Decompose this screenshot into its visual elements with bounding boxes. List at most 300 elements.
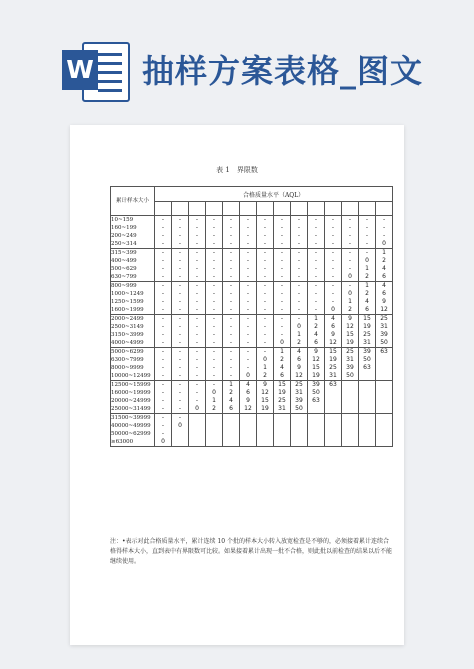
limit-number: 39 — [312, 381, 320, 388]
limit-number: - — [195, 323, 199, 330]
limit-number: - — [263, 257, 267, 264]
limit-number: 9 — [382, 298, 386, 305]
limit-number: - — [178, 282, 182, 289]
limit-number-cell — [223, 249, 240, 282]
limit-number: - — [348, 216, 352, 223]
limit-number: - — [195, 224, 199, 231]
cumulative-sample-size-header: 累计样本大小 — [111, 187, 155, 216]
limit-number: - — [229, 249, 233, 256]
limit-number: 9 — [246, 397, 250, 404]
limit-number-cell — [274, 315, 291, 348]
limit-number: - — [212, 364, 216, 371]
limit-number: - — [314, 282, 318, 289]
limit-number — [376, 364, 392, 372]
limit-number: - — [297, 232, 301, 239]
limit-number-cell — [155, 216, 172, 249]
limit-number: - — [365, 224, 369, 231]
limit-number: - — [229, 282, 233, 289]
limit-number — [206, 438, 222, 446]
limit-number-cell — [291, 315, 308, 348]
limit-number: - — [280, 331, 284, 338]
limit-number — [342, 405, 358, 413]
limit-number: 4 — [365, 298, 369, 305]
limit-number: 19 — [261, 405, 269, 412]
limit-number: - — [229, 315, 233, 322]
limit-number — [291, 430, 307, 438]
limit-number — [223, 422, 239, 430]
limit-number — [342, 414, 358, 422]
limit-number: 50 — [363, 356, 371, 363]
limit-number: - — [212, 257, 216, 264]
limit-number: - — [195, 216, 199, 223]
limit-number: - — [263, 339, 267, 346]
limit-number-cell — [172, 348, 189, 381]
limit-number — [325, 422, 341, 430]
limit-number: - — [212, 356, 216, 363]
limit-number: - — [195, 339, 199, 346]
limit-number: - — [195, 232, 199, 239]
limit-number: - — [246, 306, 250, 313]
limit-number-cell — [240, 381, 257, 414]
limit-number: - — [178, 397, 182, 404]
limit-number: - — [178, 331, 182, 338]
sample-size-range: 1250~1599 — [111, 299, 144, 305]
limit-number — [342, 381, 358, 389]
limit-number: 9 — [331, 331, 335, 338]
sample-size-range-cell — [111, 315, 155, 348]
limit-number-cell — [291, 249, 308, 282]
limit-number — [376, 381, 392, 389]
limit-number: - — [161, 356, 165, 363]
limit-number: 6 — [297, 356, 301, 363]
limit-number: - — [178, 323, 182, 330]
limit-number: 1 — [212, 397, 216, 404]
limit-number-cell — [376, 381, 393, 414]
limit-number: 0 — [280, 339, 284, 346]
limit-number: 4 — [280, 364, 284, 371]
limit-number: 25 — [380, 315, 388, 322]
limit-number: 39 — [380, 331, 388, 338]
limit-number: - — [382, 224, 386, 231]
limit-number: - — [280, 216, 284, 223]
limit-number-cell — [308, 216, 325, 249]
limit-number: - — [263, 331, 267, 338]
limit-number: - — [178, 356, 182, 363]
limit-number — [257, 438, 273, 446]
limit-number: - — [229, 306, 233, 313]
limit-number: - — [246, 224, 250, 231]
page-title: 抽样方案表格_图文 — [142, 52, 424, 90]
limit-number-cell — [359, 315, 376, 348]
limit-number-cell — [223, 381, 240, 414]
limit-number — [257, 422, 273, 430]
limit-number-cell — [376, 282, 393, 315]
sample-size-range: 2000~2499 — [111, 316, 144, 322]
limit-number-cell — [308, 348, 325, 381]
limit-number: 25 — [329, 364, 337, 371]
limit-number-cell — [342, 282, 359, 315]
limit-number — [376, 356, 392, 364]
limit-number: - — [212, 331, 216, 338]
limit-number: - — [331, 216, 335, 223]
limit-number: - — [161, 331, 165, 338]
limit-number: - — [297, 224, 301, 231]
limit-number: - — [161, 265, 165, 272]
limit-number: - — [161, 364, 165, 371]
limit-number: 12 — [261, 389, 269, 396]
limit-number-cell — [189, 249, 206, 282]
limit-number: 2 — [212, 405, 216, 412]
limit-number: 1 — [314, 315, 318, 322]
limit-number-cell — [172, 216, 189, 249]
limit-number — [240, 422, 256, 430]
limit-number: - — [178, 265, 182, 272]
limit-number: - — [382, 216, 386, 223]
limit-number-cell — [257, 381, 274, 414]
limit-number: - — [178, 306, 182, 313]
table-row — [111, 414, 393, 447]
limit-number — [325, 405, 341, 413]
limit-number: - — [229, 348, 233, 355]
limit-number: - — [331, 298, 335, 305]
limit-number-cell — [189, 315, 206, 348]
limit-number: 63 — [312, 397, 320, 404]
limit-number: - — [212, 372, 216, 379]
limit-number: 50 — [346, 372, 354, 379]
limit-number: - — [246, 339, 250, 346]
limit-number: 4 — [297, 348, 301, 355]
limit-number-cell — [172, 315, 189, 348]
sample-size-range: 5000~6299 — [111, 349, 144, 355]
sample-size-range: 31500~39999 — [111, 415, 151, 421]
limit-number: - — [263, 249, 267, 256]
limit-number: - — [195, 265, 199, 272]
limit-number-cell — [325, 348, 342, 381]
limit-number: - — [161, 298, 165, 305]
limit-number: - — [161, 306, 165, 313]
word-letter: W — [62, 50, 98, 90]
sample-size-range: 800~999 — [111, 283, 137, 289]
limit-number: 2 — [365, 273, 369, 280]
limit-number: - — [161, 422, 165, 429]
limit-number: - — [263, 290, 267, 297]
limit-number: 15 — [329, 348, 337, 355]
limit-number: - — [161, 290, 165, 297]
limit-number: - — [246, 240, 250, 247]
limit-number-cell — [359, 381, 376, 414]
limit-number: 1 — [382, 249, 386, 256]
limit-number — [274, 414, 290, 422]
limit-number: - — [195, 348, 199, 355]
limit-number: - — [229, 323, 233, 330]
limit-number: 50 — [312, 389, 320, 396]
aql-column-cell — [240, 202, 257, 216]
limit-number — [240, 438, 256, 446]
limit-number-cell — [359, 282, 376, 315]
limit-number: - — [331, 282, 335, 289]
limit-number-cell — [291, 216, 308, 249]
table-header-row — [111, 187, 393, 202]
limit-number: - — [297, 306, 301, 313]
limit-number: - — [280, 224, 284, 231]
limit-number: 31 — [346, 356, 354, 363]
limit-number: 6 — [331, 323, 335, 330]
limit-number-cell — [291, 348, 308, 381]
limit-number: - — [161, 397, 165, 404]
limit-number-cell — [359, 348, 376, 381]
limit-number — [274, 430, 290, 438]
limit-number: - — [212, 265, 216, 272]
limit-number-cell — [155, 381, 172, 414]
limit-number-cell — [308, 315, 325, 348]
limit-number: 63 — [363, 364, 371, 371]
limit-number: - — [314, 290, 318, 297]
limit-number-cell — [325, 282, 342, 315]
limit-number: - — [229, 372, 233, 379]
limit-number — [359, 430, 375, 438]
limit-number: - — [195, 249, 199, 256]
limit-number: - — [280, 249, 284, 256]
limit-number-cell — [325, 414, 342, 447]
table-row — [111, 315, 393, 348]
limit-number-cell — [257, 282, 274, 315]
limit-number: 15 — [261, 397, 269, 404]
limit-number-cell — [172, 249, 189, 282]
limit-number: 4 — [246, 381, 250, 388]
limit-number: - — [246, 323, 250, 330]
limit-number: - — [331, 249, 335, 256]
limit-number: 25 — [278, 397, 286, 404]
limit-number: - — [212, 232, 216, 239]
limit-number: - — [161, 323, 165, 330]
limit-number-cell — [342, 381, 359, 414]
limit-number: - — [348, 257, 352, 264]
limit-number: 0 — [195, 405, 199, 412]
limit-number — [359, 438, 375, 446]
table-row — [111, 249, 393, 282]
limit-number: - — [280, 232, 284, 239]
limit-number: - — [161, 249, 165, 256]
limit-number-cell — [155, 414, 172, 447]
sample-size-range: 4000~4999 — [111, 340, 144, 346]
limit-number — [257, 430, 273, 438]
limit-number — [376, 430, 392, 438]
limit-number-cell — [172, 381, 189, 414]
limit-number: - — [229, 364, 233, 371]
sample-size-range: 630~799 — [111, 274, 137, 280]
limit-number: - — [229, 356, 233, 363]
sample-size-range: 3150~3999 — [111, 332, 144, 338]
limit-number: - — [280, 240, 284, 247]
limit-number: - — [178, 298, 182, 305]
limit-number: - — [246, 257, 250, 264]
limit-number: 4 — [382, 265, 386, 272]
sample-size-range: ≥63000 — [111, 439, 134, 445]
limit-number: - — [161, 414, 165, 421]
sample-size-range: 40000~49999 — [111, 423, 151, 429]
sample-size-range: 8000~9999 — [111, 365, 144, 371]
table-footnote: 注：•表示对此合格质量水平，累计连续 10 个批的样本大小转入放宽检查是不够的，必须接着累计连续合格得样本大小，直到表中有界限数可比较。如果接着累计出现一批不合格，则此批以前检查的结果以后不能继续使用。 — [110, 538, 393, 565]
limit-number: - — [178, 249, 182, 256]
limit-number: - — [263, 315, 267, 322]
limit-number: - — [229, 339, 233, 346]
limit-number: - — [161, 315, 165, 322]
sample-size-range: 50000~62999 — [111, 431, 151, 437]
limit-number: 2 — [348, 306, 352, 313]
aql-column-cell — [308, 202, 325, 216]
limit-number: 15 — [278, 381, 286, 388]
limit-number: - — [212, 315, 216, 322]
limit-number — [376, 397, 392, 405]
limit-number-cell — [240, 348, 257, 381]
limit-number: - — [314, 240, 318, 247]
limit-number: 15 — [346, 331, 354, 338]
limit-number-cell — [155, 315, 172, 348]
limit-number-cell — [376, 249, 393, 282]
limit-number: - — [229, 216, 233, 223]
limit-number: 50 — [380, 339, 388, 346]
limit-number: - — [263, 240, 267, 247]
limit-number: - — [229, 331, 233, 338]
limit-number: - — [263, 265, 267, 272]
limit-number: - — [178, 257, 182, 264]
limit-number-cell — [376, 315, 393, 348]
limit-number — [223, 430, 239, 438]
limit-number — [291, 414, 307, 422]
limit-number: - — [195, 331, 199, 338]
limit-number: - — [263, 216, 267, 223]
limit-number-cell — [172, 282, 189, 315]
limit-number: - — [229, 224, 233, 231]
limit-number: - — [178, 348, 182, 355]
limit-number-cell — [189, 414, 206, 447]
limit-number: 31 — [363, 339, 371, 346]
sample-size-range: 2500~3149 — [111, 324, 144, 330]
limit-number: - — [331, 273, 335, 280]
limit-number: - — [161, 372, 165, 379]
limit-number: 2 — [297, 339, 301, 346]
limit-number: 1 — [348, 298, 352, 305]
limit-number-cell — [240, 216, 257, 249]
limit-number: - — [195, 240, 199, 247]
limit-number — [172, 430, 188, 438]
limit-number: - — [212, 381, 216, 388]
limit-number: - — [314, 306, 318, 313]
limit-number: 2 — [365, 290, 369, 297]
limit-number: 19 — [346, 339, 354, 346]
limit-number: - — [246, 315, 250, 322]
limit-number-cell — [257, 216, 274, 249]
limit-number-cell — [257, 249, 274, 282]
limit-number-cell — [189, 381, 206, 414]
limit-number: - — [195, 282, 199, 289]
limit-number: - — [178, 216, 182, 223]
limit-number: - — [246, 282, 250, 289]
limit-number — [274, 438, 290, 446]
limit-number: - — [314, 249, 318, 256]
limit-number: - — [178, 290, 182, 297]
limit-number: - — [246, 298, 250, 305]
limit-number-cell — [206, 381, 223, 414]
limit-number: - — [297, 298, 301, 305]
limit-number — [189, 422, 205, 430]
limit-number: - — [297, 265, 301, 272]
limit-number: - — [195, 372, 199, 379]
limit-number — [359, 372, 375, 380]
limit-number: 15 — [312, 364, 320, 371]
limit-number: 1 — [229, 381, 233, 388]
limit-number-cell — [325, 249, 342, 282]
limit-number — [223, 438, 239, 446]
limit-number: 12 — [244, 405, 252, 412]
limit-number-cell — [189, 216, 206, 249]
limit-number: - — [280, 323, 284, 330]
limit-number: - — [178, 240, 182, 247]
limit-number: - — [348, 224, 352, 231]
limit-number: - — [365, 216, 369, 223]
limit-number — [359, 405, 375, 413]
aql-column-cell — [189, 202, 206, 216]
limit-number: 6 — [314, 339, 318, 346]
limit-number: 39 — [346, 364, 354, 371]
limit-number-cell — [206, 348, 223, 381]
limit-number-cell — [342, 249, 359, 282]
limit-number: - — [161, 257, 165, 264]
limit-number: - — [195, 364, 199, 371]
limit-number: - — [161, 224, 165, 231]
limit-number: - — [212, 224, 216, 231]
aql-column-cell — [359, 202, 376, 216]
limit-number: 2 — [263, 372, 267, 379]
limit-number: - — [263, 298, 267, 305]
limit-number-cell — [257, 315, 274, 348]
document-page — [70, 125, 404, 645]
limit-number: 25 — [295, 381, 303, 388]
limit-number: - — [212, 216, 216, 223]
limit-number — [376, 414, 392, 422]
limit-number-cell — [342, 348, 359, 381]
limit-number: - — [161, 273, 165, 280]
limit-number — [308, 438, 324, 446]
sample-size-range-cell — [111, 381, 155, 414]
sample-size-range: 12500~15999 — [111, 382, 151, 388]
limit-number-cell — [240, 315, 257, 348]
aql-column-cell — [342, 202, 359, 216]
limit-number-cell — [291, 381, 308, 414]
limit-number-cell — [189, 348, 206, 381]
limit-number — [325, 430, 341, 438]
limit-number: - — [212, 298, 216, 305]
limit-number — [359, 422, 375, 430]
limit-number — [325, 389, 341, 397]
limit-number: - — [297, 240, 301, 247]
sample-size-range-cell — [111, 414, 155, 447]
sample-size-range: 10000~12499 — [111, 373, 151, 379]
limit-number-cell — [325, 315, 342, 348]
limit-number: - — [229, 265, 233, 272]
sample-size-range: 500~629 — [111, 266, 137, 272]
limit-number: - — [365, 232, 369, 239]
limit-number — [172, 438, 188, 446]
limit-number: 31 — [278, 405, 286, 412]
limit-number-table — [110, 186, 393, 447]
limit-number — [274, 422, 290, 430]
table-row — [111, 282, 393, 315]
limit-number: 0 — [348, 273, 352, 280]
limit-number: - — [212, 306, 216, 313]
limit-number: - — [212, 240, 216, 247]
limit-number: - — [246, 232, 250, 239]
